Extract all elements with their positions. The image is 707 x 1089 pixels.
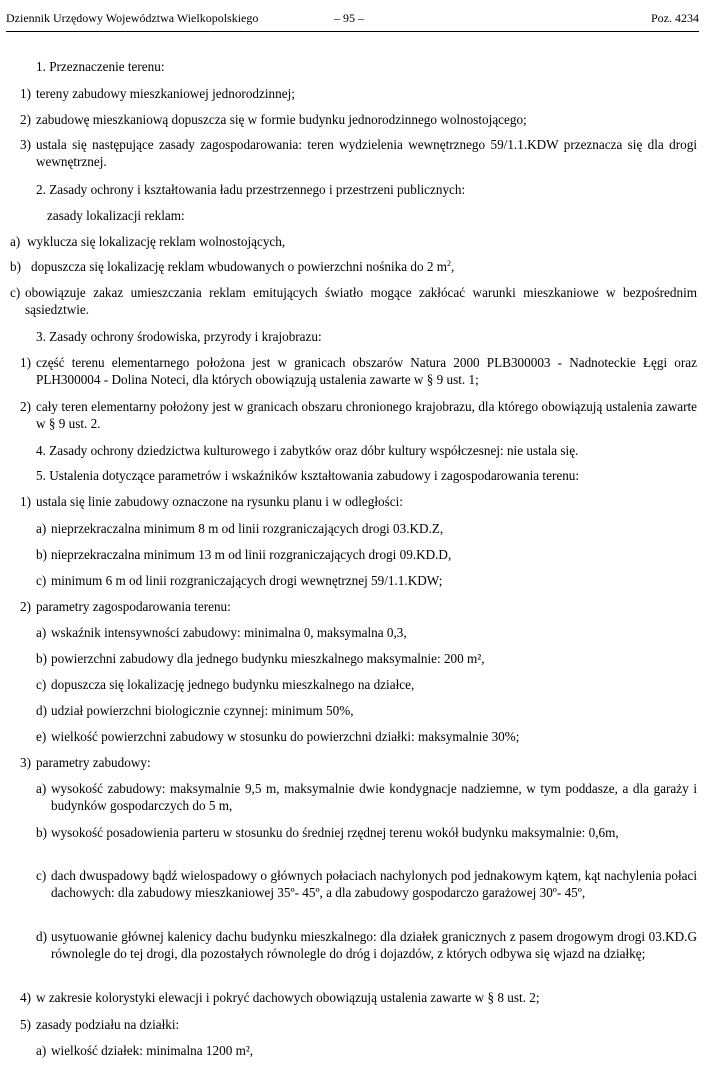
section-heading: 4. Zasady ochrony dziedzictwa kulturowego i zabytków oraz dóbr kultury współczesnej: nie ustala się. — [36, 443, 579, 458]
list-item: cały teren elementarny położony jest w granicach obszaru chronionego krajobrazu, dla którego obowiązują ustalenia zawarte w § 9 ust. 2. — [36, 399, 697, 431]
list-item: część terenu elementarnego położona jest w granicach obszarów Natura 2000 PLB300003 - Nadnoteckie Łęgi oraz PLH300004 - Dolina Noteci, dla których obowiązują ustalenia zawarte w § 9 ust. 1; — [36, 355, 697, 387]
list-marker: b) — [36, 547, 47, 562]
list-marker: 3) — [20, 755, 31, 770]
list-item: w zakresie kolorystyki elewacji i pokryć dachowych obowiązują ustalenia zawarte w § 8 ust. 2; — [36, 990, 540, 1005]
list-marker: 1) — [20, 355, 31, 370]
list-item: powierzchni zabudowy dla jednego budynku mieszkalnego maksymalnie: 200 m², — [51, 651, 485, 666]
list-marker: 3) — [20, 137, 31, 152]
list-marker: c) — [36, 868, 47, 883]
list-marker: 1) — [20, 86, 31, 101]
list-item: wysokość posadowienia parteru w stosunku do średniej rzędnej terenu wokół budynku maksymalnie: 0,6m, — [51, 825, 619, 840]
list-marker: b) — [36, 651, 47, 666]
list-item: dach dwuspadowy bądź wielospadowy o głównych połaciach nachylonych pod jednakowym kątem, kąt nachylenia połaci dachowych: dla zabudowy mieszkaniowej 35º- 45º, a dla zabudowy gospodarczo garażowej 30º- 45º, — [51, 868, 697, 900]
list-item: tereny zabudowy mieszkaniowej jednorodzinnej; — [36, 86, 295, 101]
list-item: ustala się linie zabudowy oznaczone na rysunku planu i w odległości: — [36, 494, 403, 509]
list-item: parametry zagospodarowania terenu: — [36, 599, 231, 614]
list-item: nieprzekraczalna minimum 13 m od linii rozgraniczających drogi 09.KD.D, — [51, 547, 452, 562]
list-item: ustala się następujące zasady zagospodarowania: teren wydzielenia wewnętrznego 59/1.1.KDW przeznacza się dla drogi wewnętrznej. — [36, 137, 697, 169]
list-item: zasady podziału na działki: — [36, 1017, 180, 1032]
list-marker: a) — [36, 521, 47, 536]
list-marker: c) — [36, 573, 47, 588]
list-item: parametry zabudowy: — [36, 755, 151, 770]
list-marker: c) — [36, 677, 47, 692]
journal-title: Dziennik Urzędowy Województwa Wielkopolskiego — [6, 11, 259, 25]
list-marker: b) — [36, 825, 47, 840]
section-heading: 3. Zasady ochrony środowiska, przyrody i krajobrazu: — [36, 329, 322, 344]
list-item: wielkość powierzchni zabudowy w stosunku do powierzchni działki: maksymalnie 30%; — [51, 729, 520, 744]
list-marker: c) — [10, 285, 21, 300]
list-item: obowiązuje zakaz umieszczania reklam emitujących światło mogące zakłócać warunki mieszkaniowe w bezpośrednim sąsiedztwie. — [25, 285, 697, 317]
list-item: usytuowanie głównej kalenicy dachu budynku mieszkalnego: dla działek granicznych z pasem drogowym drogi 03.KD.G równolegle do tej drogi, dla pozostałych równolegle do dróg i dojazdów, z których odbywa się wjazd na działkę; — [51, 929, 697, 961]
list-item: udział powierzchni biologicznie czynnej: minimum 50%, — [51, 703, 354, 718]
list-item: dopuszcza się lokalizację reklam wbudowanych o powierzchni nośnika do 2 $m^2$, — [31, 259, 455, 274]
list-marker: 4) — [20, 990, 31, 1005]
list-marker: b) — [10, 259, 21, 274]
list-item: dopuszcza się lokalizację jednego budynku mieszkalnego na działce, — [51, 677, 415, 692]
position-number: Poz. 4234 — [651, 11, 699, 25]
list-marker: a) — [36, 781, 47, 796]
list-item: nieprzekraczalna minimum 8 m od linii rozgraniczających drogi 03.KD.Z, — [51, 521, 444, 536]
list-marker: 5) — [20, 1017, 31, 1032]
page-header — [6, 9, 699, 32]
list-marker: a) — [36, 1043, 47, 1058]
list-item: wskaźnik intensywności zabudowy: minimalna 0, maksymalna 0,3, — [51, 625, 407, 640]
list-marker: 2) — [20, 112, 31, 127]
list-item: wyklucza się lokalizację reklam wolnostojących, — [27, 234, 286, 249]
subsection-heading: zasady lokalizacji reklam: — [47, 208, 185, 223]
section-heading: 5. Ustalenia dotyczące parametrów i wskaźników kształtowania zabudowy i zagospodarowania terenu: — [36, 468, 580, 483]
list-marker: 2) — [20, 399, 31, 414]
section-heading: 1. Przeznaczenie terenu: — [36, 59, 165, 74]
list-marker: d) — [36, 929, 47, 944]
section-heading: 2. Zasady ochrony i kształtowania ładu przestrzennego i przestrzeni publicznych: — [36, 182, 466, 197]
list-item: zabudowę mieszkaniową dopuszcza się w formie budynku jednorodzinnego wolnostojącego; — [36, 112, 527, 127]
list-marker: 2) — [20, 599, 31, 614]
list-marker: d) — [36, 703, 47, 718]
superscript: 2 — [447, 259, 452, 268]
page-number: – 95 – — [334, 11, 364, 25]
list-item: wysokość zabudowy: maksymalnie 9,5 m, maksymalnie dwie kondygnacje nadziemne, w tym poddasze, a dla garaży i budynków gospodarczych do 5 m, — [51, 781, 697, 813]
list-item: wielkość działek: minimalna 1200 m², — [51, 1043, 254, 1058]
list-marker: a) — [10, 234, 21, 249]
list-marker: e) — [36, 729, 47, 744]
list-marker: a) — [36, 625, 47, 640]
list-marker: 1) — [20, 494, 31, 509]
list-item: minimum 6 m od linii rozgraniczających drogi wewnętrznej 59/1.1.KDW; — [51, 573, 443, 588]
